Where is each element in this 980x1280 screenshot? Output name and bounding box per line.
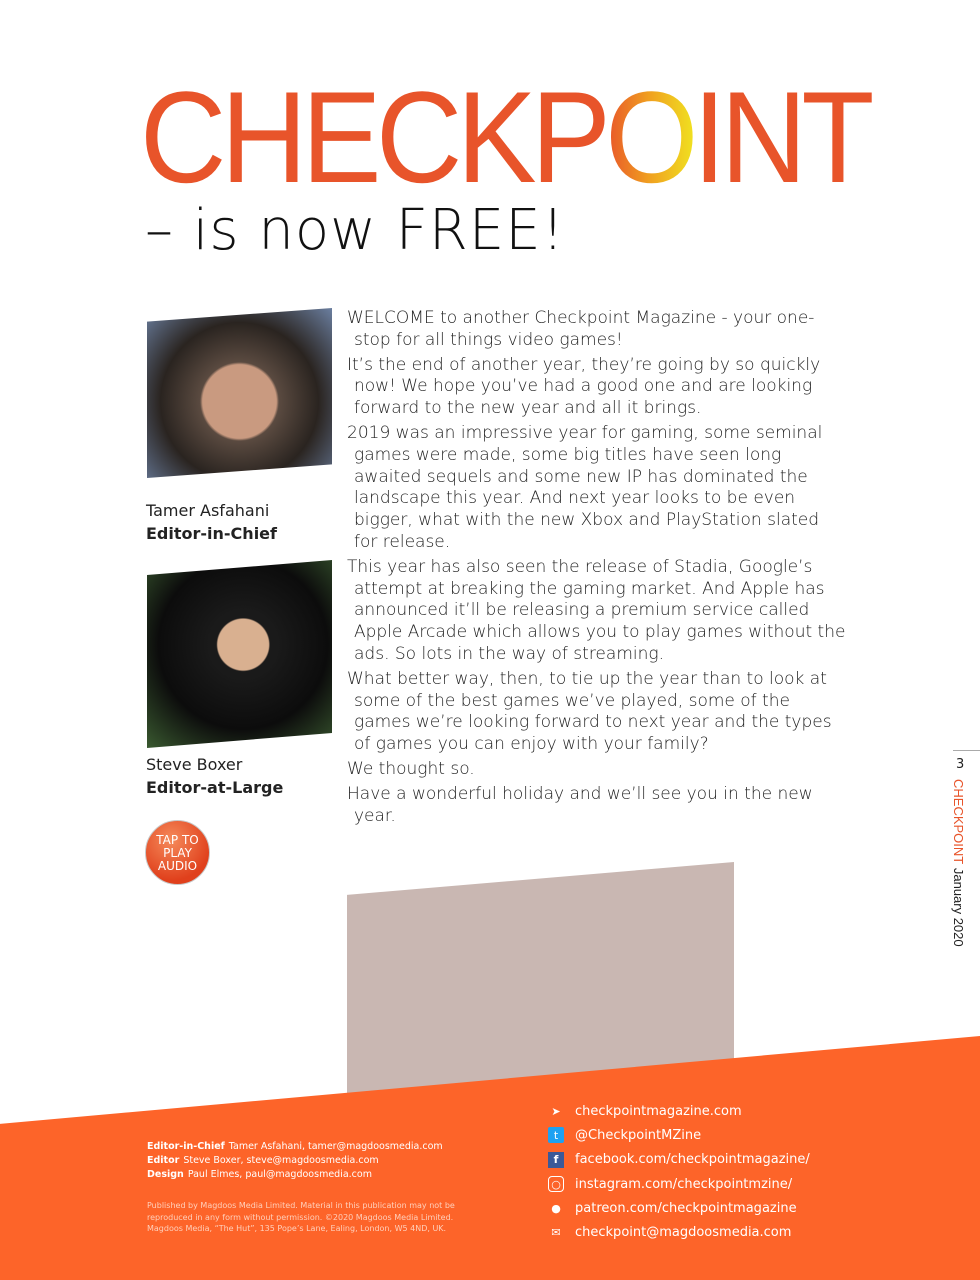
editor-role: Editor-in-Chief [146, 524, 277, 543]
credit-text: Tamer Asfahani, tamer@magdoosmedia.com [228, 1141, 443, 1152]
editor-photo-steve [147, 560, 332, 748]
checkpoint-logo [140, 64, 869, 210]
issue-brand: CHECKPOINT [951, 779, 966, 865]
website-link[interactable] [548, 1099, 810, 1123]
logo-text-end: INT [692, 64, 869, 210]
link-text: checkpoint@magdoosmedia.com [575, 1225, 792, 1241]
credits [147, 1140, 443, 1182]
link-text: facebook.com/checkpointmagazine/ [575, 1152, 810, 1168]
facebook-icon: f [548, 1152, 564, 1168]
paragraph: Have a wonderful holiday and we’ll see you in the new year. [347, 783, 813, 826]
link-text: patreon.com/checkpointmagazine [575, 1200, 797, 1216]
tap-to-play-audio-button[interactable]: TAP TO PLAY AUDIO [145, 820, 210, 885]
link-text: @CheckpointMZine [575, 1127, 702, 1143]
editor-photo-tamer [147, 308, 332, 478]
editor-role: Editor-at-Large [146, 778, 284, 797]
page-folio [951, 750, 980, 947]
paragraph: 2019 was an impressive year for gaming, some seminal games were made, some big titles have seen long awaited sequels and some new IP has dominated the landscape this year. And next year looks to be even bigger, what with the new Xbox and PlayStation slated for release. [347, 422, 823, 552]
instagram-link[interactable] [548, 1172, 810, 1196]
editor-name: Steve Boxer [146, 755, 243, 774]
credit-role: Editor [147, 1155, 180, 1166]
issue-date: January 2020 [951, 864, 966, 947]
credit-text: Steve Boxer, steve@magdoosmedia.com [183, 1155, 379, 1166]
contact-links [548, 1099, 810, 1245]
credit-text: Paul Elmes, paul@magdoosmedia.com [187, 1169, 372, 1180]
paragraph: It’s the end of another year, they’re going by so quickly now! We hope you’ve had a good one and are looking forward to the new year and all it brings. [347, 354, 821, 419]
link-text: instagram.com/checkpointmzine/ [575, 1176, 793, 1192]
paragraph: We thought so. [347, 758, 475, 779]
paragraph: WELCOME to another Checkpoint Magazine - your one-stop for all things video games! [347, 308, 815, 350]
twitter-icon: t [548, 1127, 564, 1143]
twitter-link[interactable] [548, 1123, 810, 1147]
editor-name: Tamer Asfahani [146, 501, 270, 520]
paragraph: What better way, then, to tie up the year than to look at some of the best games we’ve played, some of the games we’re looking forward to next year and the types of games you can enjoy with your family? [347, 668, 832, 755]
issue-label [951, 779, 966, 947]
editor-caption [146, 499, 277, 545]
editorial-text [347, 308, 847, 830]
patreon-icon: ● [551, 1201, 561, 1215]
legal-text: Published by Magdoos Media Limited. Material in this publication may not be reproduced in any form without permission. ©2020 Magdoos Media Limited. Magdoos Media, “The Hut”, 135 Pope’s Lane, Ealing, London, W5 4ND, UK. [147, 1201, 455, 1233]
page-subtitle: – is now FREE! [145, 198, 566, 263]
facebook-link[interactable] [548, 1148, 810, 1172]
envelope-icon: ✉ [551, 1226, 561, 1240]
page-number: 3 [956, 757, 965, 772]
cursor-icon: ➤ [551, 1104, 561, 1118]
email-link[interactable] [548, 1220, 810, 1244]
paragraph: This year has also seen the release of Stadia, Google’s attempt at breaking the gaming market. And Apple has announced it’ll be releasing a premium service called Apple Arcade which allows you to play games without the ads. So lots in the way of streaming. [347, 556, 846, 664]
instagram-icon: ○ [548, 1176, 564, 1192]
patreon-link[interactable] [548, 1196, 810, 1220]
grey-panel [347, 862, 734, 1097]
logo-o: O [605, 64, 693, 210]
credit-role: Editor-in-Chief [147, 1141, 225, 1152]
editor-caption [146, 753, 283, 799]
logo-text: CHECKP [140, 64, 606, 210]
credit-role: Design [147, 1169, 184, 1180]
link-text: checkpointmagazine.com [575, 1103, 742, 1119]
